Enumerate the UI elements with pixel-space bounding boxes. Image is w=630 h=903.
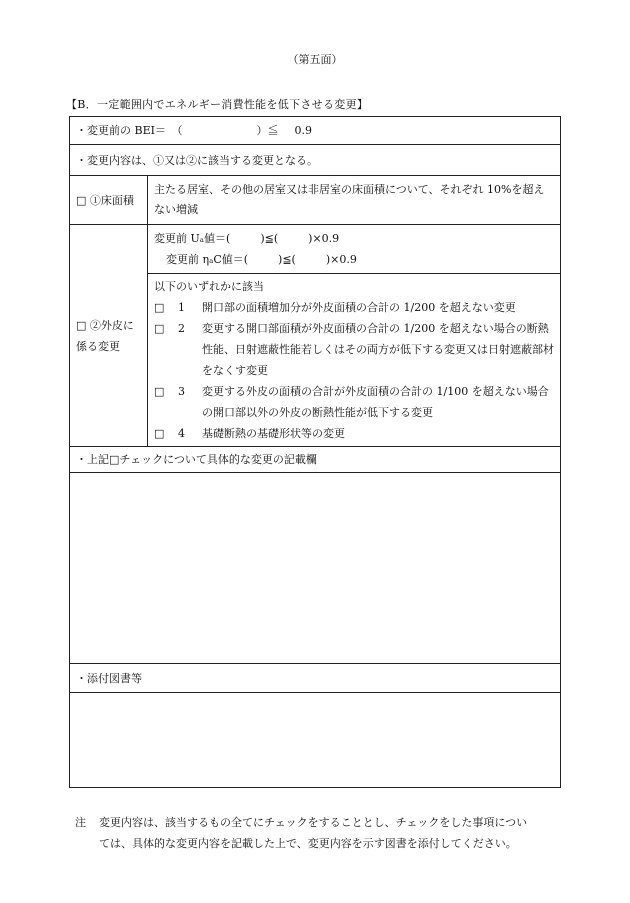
detail-head: ・上記□チェックについて具体的な変更の記載欄 — [70, 447, 561, 473]
page-title: （第五面） — [287, 53, 343, 66]
eta-mid: )≦( — [278, 253, 296, 266]
ua-pre: 変更前 Uₐ値＝( — [154, 232, 231, 245]
envelope-checkbox-label[interactable]: □ ②外皮に係る変更 — [70, 225, 148, 447]
attach-body-row — [70, 693, 561, 788]
option-2-text: 変更する開口部面積が外皮面積の合計の 1/200 を超えない場合の断熱性能、日射遮蔽性能若しくはその両方が低下する変更又は日射遮蔽部材をなくす変更 — [202, 322, 554, 377]
bei-row — [70, 117, 561, 145]
attach-head: ・添付図書等 — [70, 664, 561, 693]
bei-close: ）≦ — [256, 124, 279, 137]
option-2[interactable] — [154, 318, 554, 381]
option-3-number: 3 — [178, 385, 185, 398]
attach-input-area[interactable] — [70, 693, 561, 788]
footnote-label: 注 — [75, 816, 86, 829]
footnote — [75, 812, 565, 854]
ua-line — [154, 228, 554, 249]
attach-head-row — [70, 664, 561, 693]
option-3-text: 変更する外皮の面積の合計が外皮面積の合計の 1/100 を超えない場合の開口部以外の外皮の断熱性能が低下する変更 — [202, 385, 549, 419]
option-3-checkbox[interactable]: □ — [154, 385, 165, 398]
floor-area-row — [70, 176, 561, 225]
intro-text: ・変更内容は、①又は②に該当する変更となる。 — [70, 145, 561, 176]
option-2-number: 2 — [178, 322, 185, 335]
option-1-text: 開口部の面積増加分が外皮面積の合計の 1/200 を超えない変更 — [202, 301, 516, 314]
ua-values-cell — [148, 225, 561, 274]
option-4-number: 4 — [178, 427, 185, 440]
eta-line — [154, 249, 554, 270]
floor-area-checkbox-label[interactable]: □ ①床面積 — [70, 176, 148, 225]
option-4[interactable] — [154, 423, 554, 444]
ua-mid: )≦( — [260, 232, 279, 245]
bei-cell — [70, 117, 561, 145]
bei-threshold: 0.9 — [294, 124, 312, 137]
bei-label: ・変更前の BEI＝ （ — [76, 124, 183, 137]
option-1-checkbox[interactable]: □ — [154, 301, 165, 314]
detail-body-row — [70, 473, 561, 664]
option-4-text: 基礎断熱の基礎形状等の変更 — [202, 427, 345, 440]
footnote-text-2: ては、具体的な変更内容を記載した上で、変更内容を示す図書を添付してください。 — [99, 837, 517, 850]
eta-post: )×0.9 — [325, 253, 357, 266]
intro-row — [70, 145, 561, 176]
envelope-options-cell — [148, 274, 561, 447]
footnote-line-1 — [75, 812, 565, 833]
ua-post: )×0.9 — [308, 232, 340, 245]
option-4-checkbox[interactable]: □ — [154, 427, 165, 440]
option-3[interactable] — [154, 381, 554, 423]
eta-pre: 変更前 ηₐC値＝( — [166, 253, 249, 266]
option-2-checkbox[interactable]: □ — [154, 322, 165, 335]
option-1[interactable] — [154, 297, 554, 318]
options-lead: 以下のいずれかに該当 — [154, 280, 264, 293]
section-title: 【B．一定範囲内でエネルギー消費性能を低下させる変更】 — [66, 98, 369, 111]
detail-head-row — [70, 447, 561, 473]
floor-area-text: 主たる居室、その他の居室又は非居室の床面積について、それぞれ 10%を超えない増減 — [148, 176, 561, 225]
envelope-row-ua — [70, 225, 561, 274]
option-1-number: 1 — [178, 301, 185, 314]
change-form-table — [69, 116, 561, 788]
detail-input-area[interactable] — [70, 473, 561, 664]
footnote-text-1: 変更内容は、該当するもの全てにチェックをすることとし、チェックをした事項につい — [99, 816, 528, 829]
